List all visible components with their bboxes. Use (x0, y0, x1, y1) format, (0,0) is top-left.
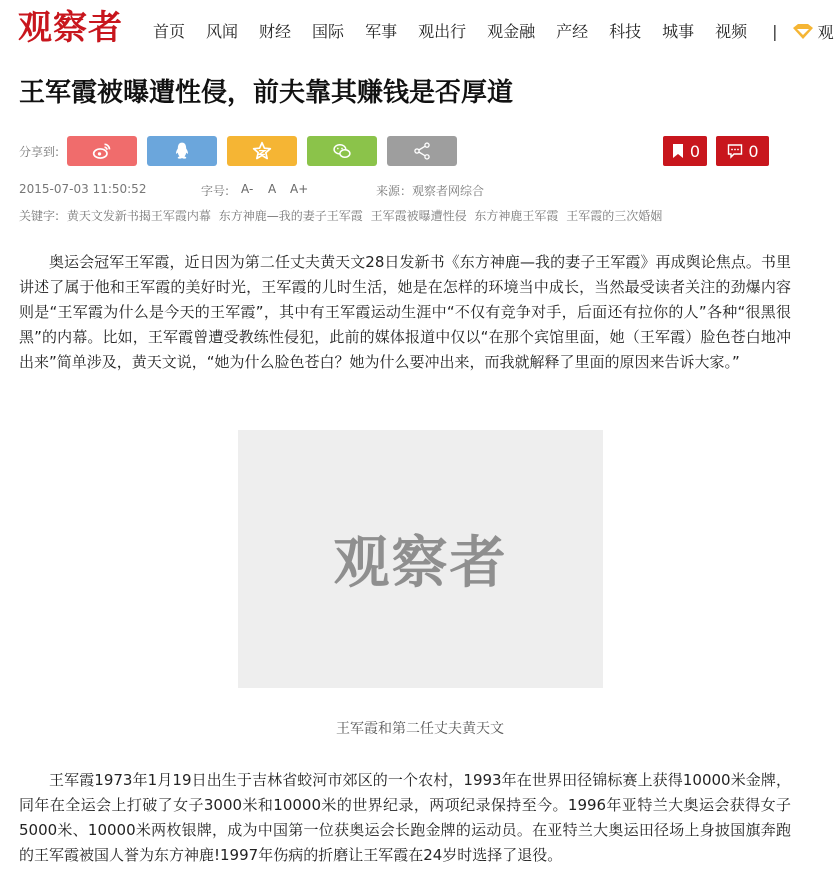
nav-item-international[interactable]: 国际 (312, 21, 345, 41)
nav-separator: | (772, 22, 778, 41)
bookmark-icon (670, 143, 686, 159)
nav-item-travel[interactable]: 观出行 (418, 21, 467, 41)
site-logo[interactable]: 观察者 (18, 8, 123, 48)
nav-item-video[interactable]: 视频 (715, 21, 748, 41)
share-qzone-button[interactable] (227, 136, 297, 166)
font-size-normal-button[interactable]: A (268, 182, 277, 196)
nav-item-finance[interactable]: 财经 (259, 21, 292, 41)
nav-item-fengwen[interactable]: 风闻 (206, 21, 239, 41)
vip-diamond-icon (792, 24, 814, 40)
share-weibo-button[interactable] (67, 136, 137, 166)
weibo-icon (92, 141, 112, 161)
comment-icon (726, 143, 744, 159)
article-title: 王军霞被曝遭性侵，前夫靠其赚钱是否厚道 (19, 78, 514, 108)
qzone-star-icon (252, 141, 272, 161)
nav-item-military[interactable]: 军事 (365, 21, 398, 41)
share-more-button[interactable] (387, 136, 457, 166)
article-paragraph: 奥运会冠军王军霞，近日因为第二任丈夫黄天文28日发新书《东方神鹿—我的妻子王军霞》再成舆论焦点。书里讲述了属于他和王军霞的美好时光，王军霞的儿时生活，她是在怎样的环境当中成长，当然最受读者关注的劲爆内容则是“王军霞为什么是今天的王军霞”，其中有王军霞运动生涯中“不仅有竞争对手，后面还有拉你的人”各种“很黑很黑”的内幕。比如，王军霞曾遭受教练性侵犯，此前的媒体报道中仅以“在那个宾馆里面，她（王军霞）脸色苍白地冲出来”简单涉及，黄天文说，“她为什么脸色苍白？她为什么要冲出来，而我就解释了里面的原因来告诉大家。” (19, 253, 791, 371)
nav-item-tech[interactable]: 科技 (609, 21, 642, 41)
wechat-icon (332, 141, 352, 161)
share-label: 分享到: (19, 145, 60, 159)
article-paragraph: 王军霞1973年1月19日出生于吉林省蛟河市郊区的一个农村，1993年在世界田径锦标赛上获得10000米金牌，同年在全运会上打破了女子3000米和10000米的世界纪录，两项纪录保持至今。1996年亚特兰大奥运会获得女子5000米、10000米两枚银牌，成为中国第一位获奥运会长跑金牌的运动员。在亚特兰大奥运田径场上身披国旗奔跑的王军霞被国人誉为东方神鹿!1997年伤病的折磨让王军霞在24岁时选择了退役。 (19, 771, 791, 864)
comment-count: 0 (748, 141, 759, 161)
qq-icon (172, 141, 192, 161)
bookmark-button[interactable] (663, 136, 707, 166)
vip-label: 观 (817, 23, 834, 42)
keywords-label: 关键字: (19, 209, 60, 223)
nav-item-vip[interactable] (792, 20, 834, 43)
article-image-placeholder (238, 430, 603, 688)
share-icon (412, 141, 432, 161)
font-size-large-button[interactable]: A+ (290, 182, 309, 196)
nav-item-city[interactable]: 城事 (662, 21, 695, 41)
bookmark-count: 0 (689, 141, 701, 161)
keyword-link[interactable]: 东方神鹿王军霞 (474, 209, 559, 223)
nav-item-home[interactable]: 首页 (153, 21, 186, 41)
font-size-small-button[interactable]: A- (241, 182, 254, 196)
keyword-link[interactable]: 东方神鹿—我的妻子王军霞 (218, 209, 363, 223)
keyword-link[interactable]: 王军霞被曝遭性侵 (370, 209, 467, 223)
article-source: 来源：观察者网综合 (376, 184, 485, 198)
placeholder-logo: 观察者 (333, 531, 508, 596)
keyword-link[interactable]: 黄天文发新书揭王军霞内幕 (66, 209, 211, 223)
share-wechat-button[interactable] (307, 136, 377, 166)
keyword-link[interactable]: 王军霞的三次婚姻 (566, 209, 663, 223)
keyword-list (19, 207, 662, 224)
publish-date: 2015-07-03 11:50:52 (19, 182, 147, 196)
nav-item-industry[interactable]: 产经 (556, 21, 589, 41)
share-qq-button[interactable] (147, 136, 217, 166)
nav-item-banking[interactable]: 观金融 (487, 21, 536, 41)
article-meta (19, 182, 809, 198)
share-toolbar (19, 136, 809, 166)
main-nav (153, 20, 834, 43)
font-size-label: 字号: (201, 184, 230, 198)
image-caption: 王军霞和第二任丈夫黄天文 (336, 721, 504, 737)
site-header (0, 0, 834, 62)
comment-button[interactable] (716, 136, 769, 166)
